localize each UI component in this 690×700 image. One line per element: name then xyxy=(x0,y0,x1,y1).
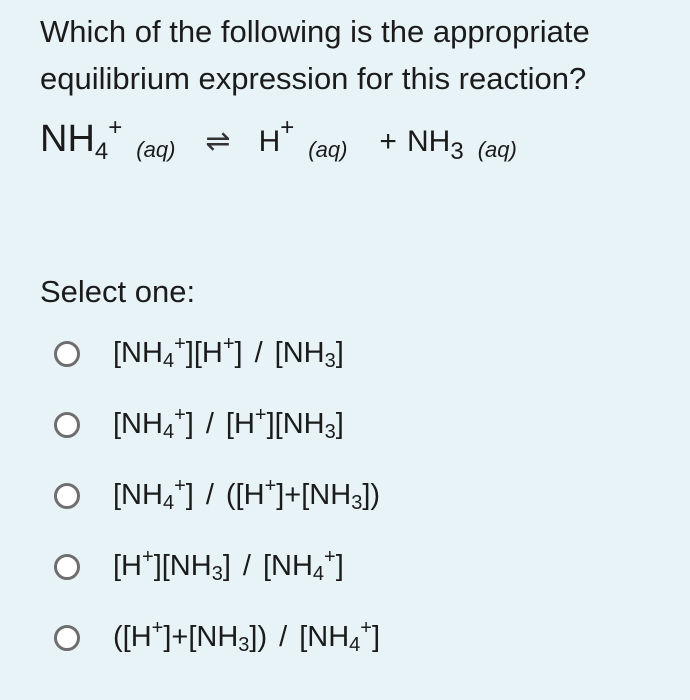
answer-option-3[interactable] xyxy=(54,460,380,531)
subscript: 3 xyxy=(351,492,363,514)
select-one-label: Select one: xyxy=(40,274,196,309)
formula-text: [NH xyxy=(113,337,163,369)
subscript: 3 xyxy=(324,350,336,372)
division-slash: / xyxy=(279,621,288,653)
formula-text: [H xyxy=(113,550,142,582)
reaction-equation xyxy=(40,114,517,178)
formula-text: [NH xyxy=(113,408,163,440)
reactant-charge: + xyxy=(108,114,123,141)
formula-text: ]+[NH xyxy=(276,479,352,511)
radio-button[interactable] xyxy=(54,341,80,367)
subscript: 4 xyxy=(162,421,175,443)
formula-text: ([H xyxy=(225,479,265,511)
answer-option-label xyxy=(113,546,344,585)
division-slash: / xyxy=(254,337,263,369)
formula-text: ([H xyxy=(113,621,152,653)
superscript: + xyxy=(174,333,186,355)
formula-text: ][NH xyxy=(266,408,325,440)
superscript: + xyxy=(360,617,372,639)
formula-text: ] xyxy=(222,550,231,582)
product1-charge: + xyxy=(280,114,295,141)
superscript: + xyxy=(151,617,164,639)
answer-option-2[interactable] xyxy=(54,389,380,460)
answer-option-1[interactable] xyxy=(54,318,380,389)
formula-text: ]) xyxy=(362,479,381,511)
formula-text: ] xyxy=(185,479,194,511)
radio-button[interactable] xyxy=(54,625,80,651)
division-slash: / xyxy=(205,408,214,440)
subscript: 3 xyxy=(211,563,223,585)
product2-formula: NH xyxy=(406,125,451,158)
formula-text: ][NH xyxy=(153,550,212,582)
plus-sign: + xyxy=(379,125,397,158)
reactant-subscript: 4 xyxy=(94,138,109,165)
superscript: + xyxy=(174,404,186,426)
formula-text: ] xyxy=(185,408,194,440)
formula-text: ] xyxy=(234,337,243,369)
formula-text: ] xyxy=(335,550,344,582)
superscript: + xyxy=(264,475,277,497)
answer-option-4[interactable] xyxy=(54,531,380,602)
answer-option-label xyxy=(113,475,381,514)
superscript: + xyxy=(254,404,267,426)
radio-button[interactable] xyxy=(54,554,80,580)
subscript: 4 xyxy=(162,492,175,514)
product1-state: (aq) xyxy=(308,137,348,162)
formula-text: [NH xyxy=(113,479,163,511)
answer-option-label xyxy=(113,404,344,443)
formula-text: [NH xyxy=(262,550,313,582)
formula-text: ] xyxy=(335,337,344,369)
radio-button[interactable] xyxy=(54,412,80,438)
equilibrium-arrow-icon: ⇌ xyxy=(205,125,231,158)
answer-option-label xyxy=(113,333,344,372)
division-slash: / xyxy=(242,550,251,582)
product2-state: (aq) xyxy=(477,137,517,162)
answer-option-5[interactable] xyxy=(54,602,380,673)
superscript: + xyxy=(174,475,186,497)
superscript: + xyxy=(222,333,235,355)
division-slash: / xyxy=(205,479,214,511)
subscript: 3 xyxy=(238,634,250,656)
formula-text: [H xyxy=(225,408,255,440)
reactant-state: (aq) xyxy=(136,137,176,162)
product1-formula: H xyxy=(258,125,281,158)
formula-text: ]) xyxy=(249,621,268,653)
subscript: 4 xyxy=(162,350,175,372)
formula-text: ] xyxy=(371,621,381,653)
answer-option-label xyxy=(113,617,381,656)
formula-text: [NH xyxy=(274,337,325,369)
product2-subscript: 3 xyxy=(450,138,464,165)
formula-text: ][H xyxy=(185,337,223,369)
subscript: 4 xyxy=(312,563,325,585)
superscript: + xyxy=(324,546,336,568)
radio-button[interactable] xyxy=(54,483,80,509)
reactant-formula: NH xyxy=(40,118,95,160)
subscript: 3 xyxy=(324,421,336,443)
answer-options xyxy=(54,318,380,673)
formula-text: ] xyxy=(335,408,344,440)
formula-text: [NH xyxy=(299,621,350,653)
formula-text: ]+[NH xyxy=(163,621,239,653)
subscript: 4 xyxy=(349,634,361,656)
question-text: Which of the following is the appropriate equilibrium expression for this reaction? xyxy=(40,14,590,96)
superscript: + xyxy=(142,546,154,568)
